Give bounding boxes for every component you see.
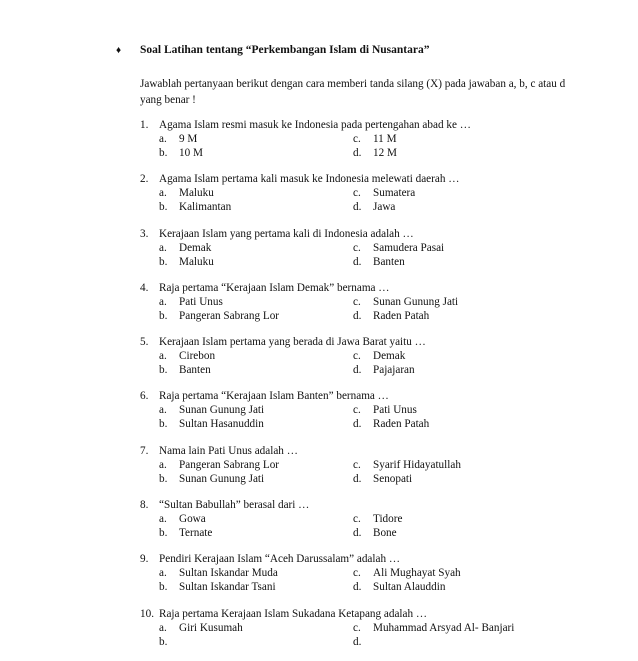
option-text: Cirebon xyxy=(179,350,216,363)
question-line xyxy=(140,227,600,241)
question-line xyxy=(140,607,600,621)
option-text: Sultan Iskandar Muda xyxy=(179,567,278,580)
answer-option[interactable] xyxy=(159,417,264,431)
question-number: 7. xyxy=(140,444,149,457)
option-text: Muhammad Arsyad Al- Banjari xyxy=(373,621,515,634)
option-text: Pangeran Sabrang Lor xyxy=(179,458,280,471)
question-line xyxy=(140,118,600,132)
diamond-bullet-icon: ♦ xyxy=(116,45,122,56)
answer-options xyxy=(140,349,600,377)
option-text: Raden Patah xyxy=(373,418,430,431)
question-line xyxy=(140,172,600,186)
question-text: Raja pertama Kerajaan Islam Sukadana Ketapang adalah … xyxy=(159,607,428,620)
answer-option[interactable] xyxy=(159,458,279,472)
question-text: “Sultan Babullah” berasal dari … xyxy=(159,499,310,512)
question-number: 6. xyxy=(140,390,149,403)
option-text: Sultan Hasanuddin xyxy=(179,418,264,431)
answer-option[interactable] xyxy=(353,146,397,160)
option-text: Syarif Hidayatullah xyxy=(373,458,461,471)
option-letter: b. xyxy=(159,309,168,322)
option-letter: a. xyxy=(159,513,167,526)
question-text: Pendiri Kerajaan Islam “Aceh Darussalam” adalah … xyxy=(159,553,401,566)
option-letter: c. xyxy=(353,241,361,254)
question-text: Kerajaan Islam pertama yang berada di Jawa Barat yaitu … xyxy=(159,336,426,349)
option-letter: c. xyxy=(353,133,361,145)
option-letter: d. xyxy=(353,527,362,540)
answer-option[interactable] xyxy=(353,526,397,540)
option-letter: d. xyxy=(353,201,362,214)
option-letter: c. xyxy=(353,295,361,308)
answer-option[interactable] xyxy=(159,255,214,269)
option-text: Giri Kusumah xyxy=(179,621,243,634)
option-text: Sunan Gunung Jati xyxy=(373,295,459,308)
option-text: Senopati xyxy=(373,472,413,485)
option-letter: b. xyxy=(159,201,168,214)
question-number: 3. xyxy=(140,227,149,240)
answer-option[interactable] xyxy=(159,472,264,486)
option-letter: c. xyxy=(353,404,361,417)
option-text: Tidore xyxy=(373,513,403,526)
question-line xyxy=(140,552,600,566)
answer-option[interactable] xyxy=(353,363,415,377)
option-text: Ali Mughayat Syah xyxy=(373,567,461,580)
option-letter: d. xyxy=(353,581,362,594)
option-text: Sultan Alauddin xyxy=(373,581,446,594)
option-letter: a. xyxy=(159,458,167,471)
question-line xyxy=(140,389,600,403)
option-text: Gowa xyxy=(179,513,206,526)
option-text: Raden Patah xyxy=(373,309,430,322)
question-number: 2. xyxy=(140,173,149,186)
question-line xyxy=(140,335,600,349)
answer-option[interactable] xyxy=(159,621,243,635)
answer-option[interactable] xyxy=(159,635,179,649)
option-text: 10 M xyxy=(179,147,203,159)
option-letter: d. xyxy=(353,147,362,159)
option-letter: d. xyxy=(353,309,362,322)
answer-option[interactable] xyxy=(353,458,461,472)
option-text: Jawa xyxy=(373,201,396,214)
answer-option[interactable] xyxy=(159,580,276,594)
answer-option[interactable] xyxy=(353,566,461,580)
option-letter: c. xyxy=(353,187,361,200)
option-letter: d. xyxy=(353,418,362,431)
answer-option[interactable] xyxy=(353,621,514,635)
question-number: 9. xyxy=(140,553,149,566)
answer-option[interactable] xyxy=(353,132,397,146)
option-letter: b. xyxy=(159,472,168,485)
option-text: Bone xyxy=(373,527,397,540)
answer-option[interactable] xyxy=(159,146,203,160)
answer-option[interactable] xyxy=(353,349,405,363)
answer-option[interactable] xyxy=(353,417,429,431)
answer-options xyxy=(140,512,600,540)
question-number: 4. xyxy=(140,281,149,294)
answer-options xyxy=(140,241,600,269)
option-letter: a. xyxy=(159,241,167,254)
option-letter: d. xyxy=(353,472,362,485)
option-letter: d. xyxy=(353,255,362,268)
answer-options xyxy=(140,295,600,323)
section-title: Soal Latihan tentang “Perkembangan Islam di Nusantara” xyxy=(140,44,430,56)
option-text: Sultan Iskandar Tsani xyxy=(179,581,276,594)
question-line xyxy=(140,498,600,512)
option-letter: b. xyxy=(159,581,168,594)
answer-option[interactable] xyxy=(353,580,445,594)
option-text: Banten xyxy=(179,364,211,377)
question-item xyxy=(140,335,600,389)
question-text: Raja pertama “Kerajaan Islam Banten” bernama … xyxy=(159,390,389,403)
question-item xyxy=(140,444,600,498)
question-item xyxy=(140,172,600,226)
answer-option[interactable] xyxy=(159,186,214,200)
answer-option[interactable] xyxy=(159,241,211,255)
answer-option[interactable] xyxy=(159,363,211,377)
answer-options xyxy=(140,132,600,160)
option-text: Samudera Pasai xyxy=(373,241,445,254)
question-item xyxy=(140,227,600,281)
option-text: Pati Unus xyxy=(373,404,417,417)
answer-option[interactable] xyxy=(353,186,415,200)
answer-option[interactable] xyxy=(159,132,197,146)
option-letter: c. xyxy=(353,567,361,580)
option-letter: b. xyxy=(159,418,168,431)
question-item xyxy=(140,498,600,552)
answer-option[interactable] xyxy=(159,526,212,540)
answer-options xyxy=(140,566,600,594)
answer-option[interactable] xyxy=(353,255,405,269)
answer-options xyxy=(140,621,600,649)
question-text: Agama Islam resmi masuk ke Indonesia pada pertengahan abad ke … xyxy=(159,119,471,131)
option-text: Pati Unus xyxy=(179,295,223,308)
option-letter: c. xyxy=(353,621,361,634)
option-letter: d. xyxy=(353,364,362,377)
answer-option[interactable] xyxy=(353,241,444,255)
option-letter: a. xyxy=(159,621,167,634)
option-letter: a. xyxy=(159,567,167,580)
question-text: Kerajaan Islam yang pertama kali di Indonesia adalah … xyxy=(159,227,414,240)
section-heading xyxy=(116,44,429,56)
question-line xyxy=(140,281,600,295)
option-text: Maluku xyxy=(179,255,214,268)
option-text: 12 M xyxy=(373,147,397,159)
answer-option[interactable] xyxy=(353,295,458,309)
question-item xyxy=(140,281,600,335)
question-number: 1. xyxy=(140,119,149,131)
option-letter: c. xyxy=(353,350,361,363)
option-letter: c. xyxy=(353,458,361,471)
option-text: Ternate xyxy=(179,527,213,540)
answer-option[interactable] xyxy=(159,512,206,526)
question-item xyxy=(140,118,600,172)
option-text: Kalimantan xyxy=(179,201,232,214)
option-text: Demak xyxy=(373,350,406,363)
option-letter: b. xyxy=(159,364,168,377)
option-text: Banten xyxy=(373,255,405,268)
option-letter: b. xyxy=(159,147,168,159)
question-item xyxy=(140,389,600,443)
question-text: Raja pertama “Kerajaan Islam Demak” bernama … xyxy=(159,281,390,294)
option-letter: c. xyxy=(353,513,361,526)
answer-options xyxy=(140,186,600,214)
option-letter: a. xyxy=(159,404,167,417)
option-letter: a. xyxy=(159,350,167,363)
answer-option[interactable] xyxy=(159,566,278,580)
option-text: Demak xyxy=(179,241,212,254)
question-text: Nama lain Pati Unus adalah … xyxy=(159,444,298,457)
answer-options xyxy=(140,458,600,486)
answer-option[interactable] xyxy=(353,403,417,417)
answer-option[interactable] xyxy=(353,309,429,323)
answer-option[interactable] xyxy=(159,200,231,214)
answer-option[interactable] xyxy=(353,472,412,486)
answer-option[interactable] xyxy=(159,349,215,363)
question-number: 8. xyxy=(140,499,149,512)
question-number: 10. xyxy=(140,607,154,620)
option-text: Pajajaran xyxy=(373,364,415,377)
option-text: Sunan Gunung Jati xyxy=(179,472,265,485)
option-text: 11 M xyxy=(373,133,397,145)
option-letter: b. xyxy=(159,527,168,540)
question-list xyxy=(140,118,600,661)
question-line xyxy=(140,444,600,458)
option-text: Maluku xyxy=(179,187,214,200)
option-text: Sumatera xyxy=(373,187,416,200)
option-letter: a. xyxy=(159,295,167,308)
answer-option[interactable] xyxy=(159,295,223,309)
answer-option[interactable] xyxy=(159,403,264,417)
answer-option[interactable] xyxy=(353,635,373,649)
instruction-text: Jawablah pertanyaan berikut dengan cara memberi tanda silang (X) pada jawaban a, b, c atau d yang benar ! xyxy=(140,78,566,106)
option-letter: b. xyxy=(159,635,168,648)
answer-option[interactable] xyxy=(353,512,402,526)
option-text: 9 M xyxy=(179,133,198,145)
question-item xyxy=(140,552,600,606)
option-letter: d. xyxy=(353,635,362,648)
question-item xyxy=(140,607,600,661)
option-text: Pangeran Sabrang Lor xyxy=(179,309,280,322)
answer-option[interactable] xyxy=(159,309,279,323)
question-text: Agama Islam pertama kali masuk ke Indonesia melewati daerah … xyxy=(159,173,460,186)
option-letter: b. xyxy=(159,255,168,268)
option-letter: a. xyxy=(159,133,167,145)
question-number: 5. xyxy=(140,336,149,349)
answer-options xyxy=(140,403,600,431)
option-letter: a. xyxy=(159,187,167,200)
option-text: Sunan Gunung Jati xyxy=(179,404,265,417)
answer-option[interactable] xyxy=(353,200,395,214)
